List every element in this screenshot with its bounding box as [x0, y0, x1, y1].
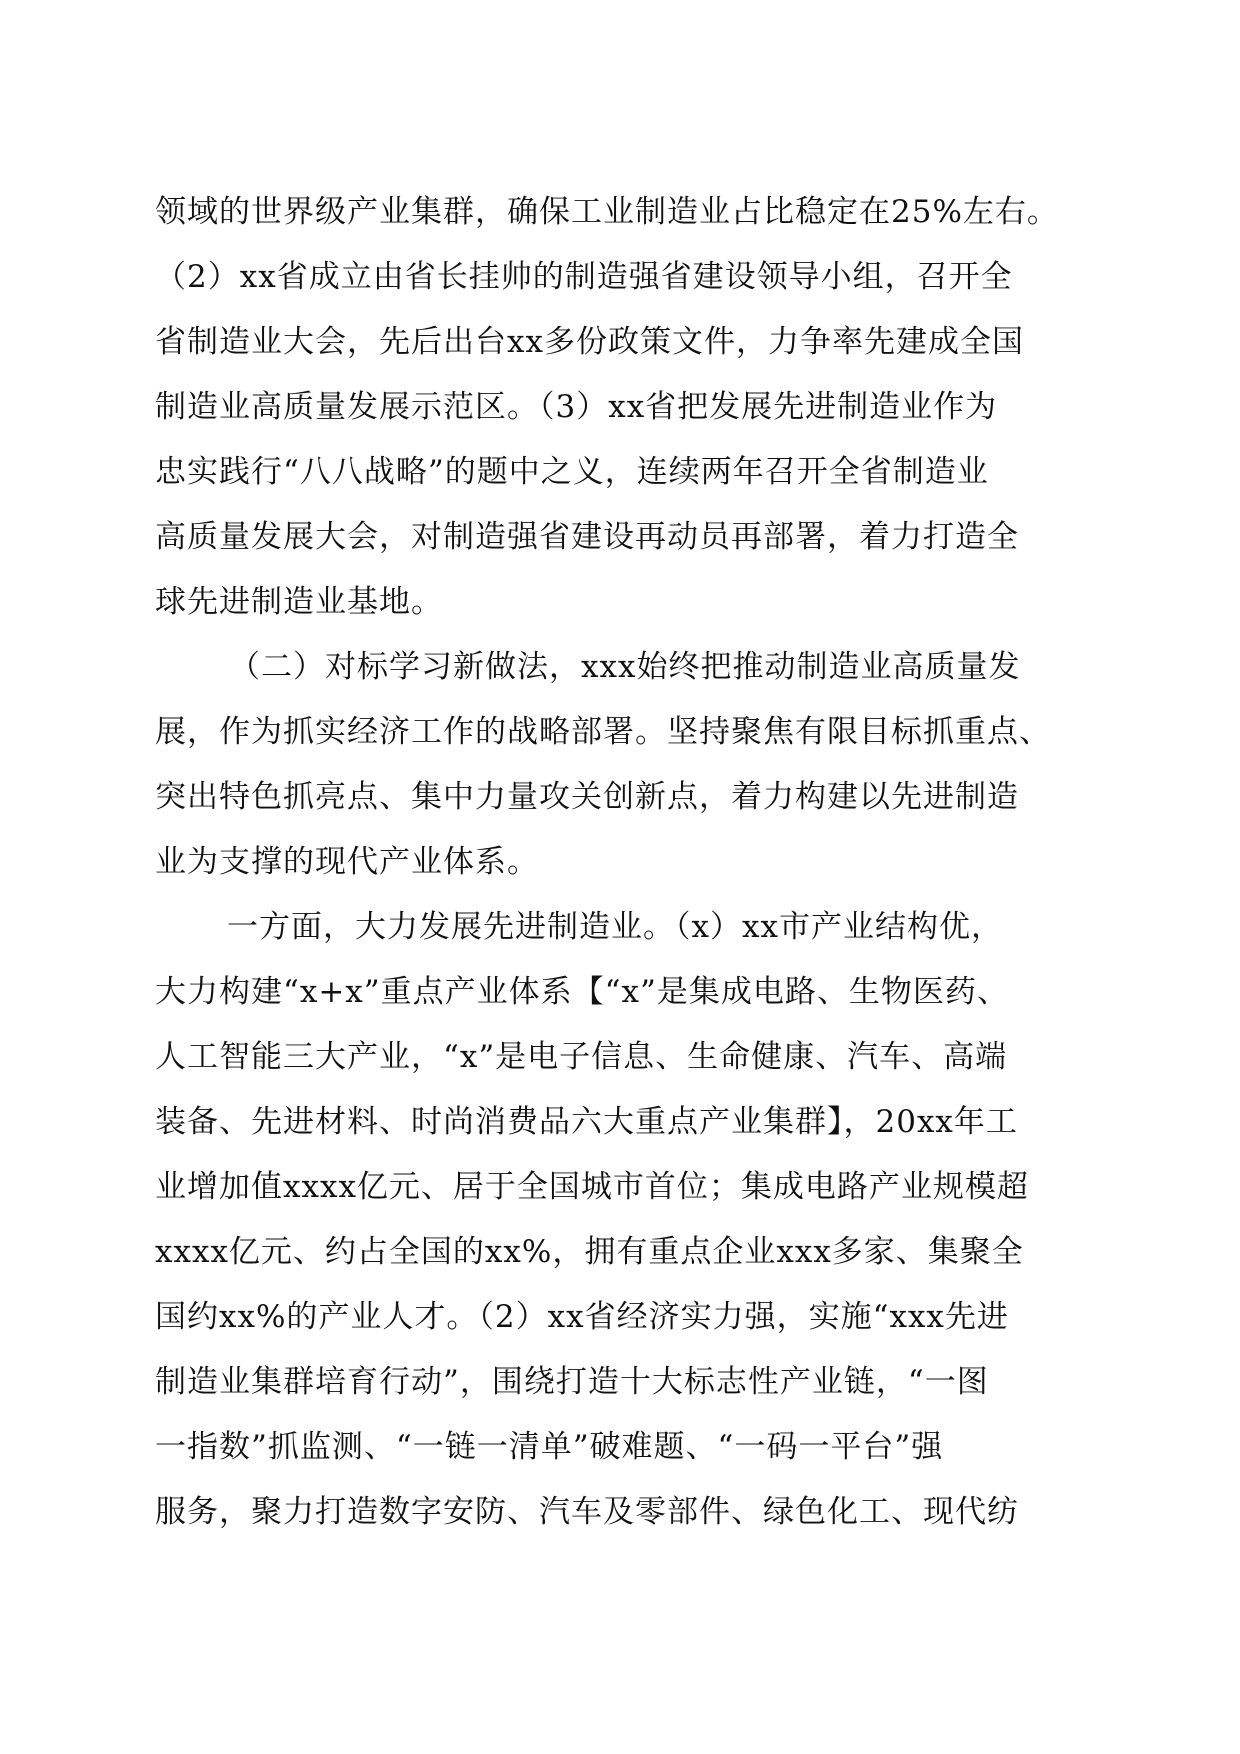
- text-line: 球先进制造业基地。: [155, 584, 443, 620]
- section-heading-line: （二）对标学习新做法，xxx始终把推动制造业高质量发: [229, 649, 1021, 685]
- text-line: 业为支撑的现代产业体系。: [155, 844, 539, 880]
- text-line: 大力构建“x+x”重点产业体系【“x”是集成电路、生物医药、: [155, 974, 1009, 1010]
- text-line: 服务，聚力打造数字安防、汽车及零部件、绿色化工、现代纺: [155, 1494, 1019, 1530]
- text-line: 人工智能三大产业，“x”是电子信息、生命健康、汽车、高端: [155, 1039, 1008, 1075]
- text-line: （2）xx省成立由省长挂帅的制造强省建设领导小组，召开全: [155, 259, 1013, 295]
- text-line: 制造业集群培育行动”，围绕打造十大标志性产业链，“一图: [155, 1364, 989, 1400]
- text-line: 突出特色抓亮点、集中力量攻关创新点，着力构建以先进制造: [155, 779, 1019, 815]
- text-line: 制造业高质量发展示范区。（3）xx省把发展先进制造业作为: [155, 389, 998, 425]
- text-line: 一指数”抓监测、“一链一清单”破难题、“一码一平台”强: [155, 1429, 944, 1465]
- text-line: 忠实践行“八八战略”的题中之义，连续两年召开全省制造业: [155, 454, 989, 490]
- text-line: 高质量发展大会，对制造强省建设再动员再部署，着力打造全: [155, 519, 1019, 555]
- text-line: 省制造业大会，先后出台xx多份政策文件，力争率先建成全国: [155, 324, 1024, 360]
- text-line: 展，作为抓实经济工作的战略部署。坚持聚焦有限目标抓重点、: [155, 714, 1051, 750]
- text-line: 国约xx%的产业人才。（2）xx省经济实力强，实施“xxx先进: [155, 1299, 1009, 1335]
- text-line: 装备、先进材料、时尚消费品六大重点产业集群】，20xx年工: [155, 1104, 1018, 1140]
- text-line: 领域的世界级产业集群，确保工业制造业占比稳定在25%左右。: [155, 194, 1059, 230]
- paragraph-start-line: 一方面，大力发展先进制造业。（x）xx市产业结构优，: [227, 909, 1003, 945]
- text-line: xxxx亿元、约占全国的xx%，拥有重点企业xxx多家、集聚全: [155, 1234, 1024, 1270]
- body-text: [155, 180, 1085, 1545]
- text-line: 业增加值xxxx亿元、居于全国城市首位；集成电路产业规模超: [155, 1169, 1029, 1205]
